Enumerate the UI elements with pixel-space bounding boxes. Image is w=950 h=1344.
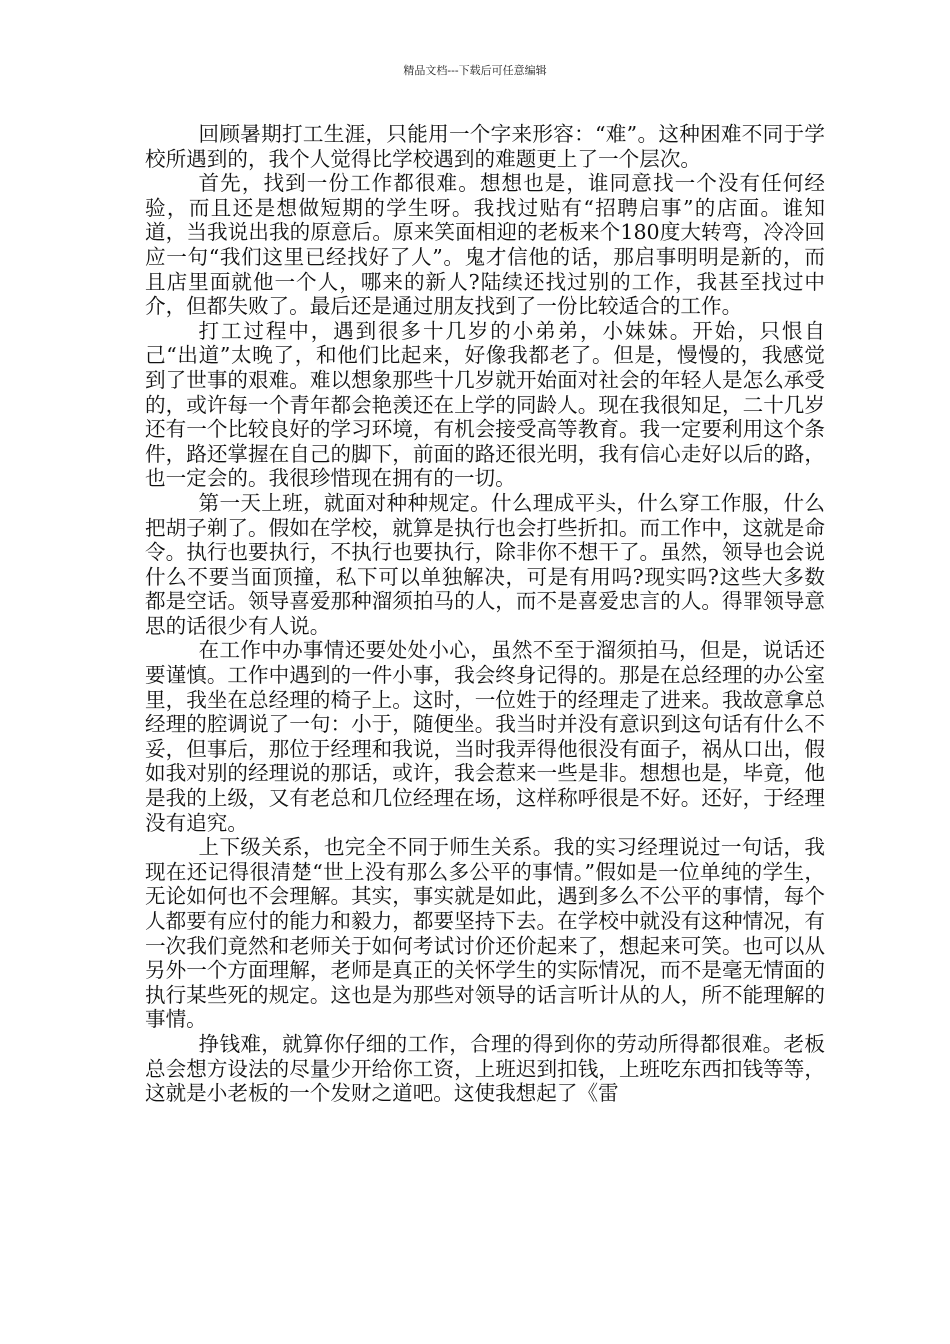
paragraph: 第一天上班，就面对种种规定。什么理成平头，什么穿工作服，什么把胡子剃了。假如在学校，就算是执行也会打些折扣。而工作中，这就是命令。执行也要执行，不执行也要执行，除非你不想干了。虽然，领导也会说什么不要当面顶撞，私下可以单独解决，可是有用吗?现实吗?这些大多数都是空话。领导喜爱那种溜须拍马的人，而不是喜爱忠言的人。得罪领导意思的话很少有人说。 [145,490,825,638]
paragraph: 上下级关系，也完全不同于师生关系。我的实习经理说过一句话，我现在还记得很清楚“世上没有那么多公平的事情。”假如是一位单纯的学生，无论如何也不会理解。其实，事实就是如此，遇到多么不公平的事情，每个人都要有应付的能力和毅力，都要坚持下去。在学校中就没有这种情况，有一次我们竟然和老师关于如何考试讨价还价起来了，想起来可笑。也可以从另外一个方面理解，老师是真正的关怀学生的实际情况，而不是毫无情面的执行某些死的规定。这也是为那些对领导的话言听计从的人，所不能理解的事情。 [145,835,825,1032]
paragraph: 在工作中办事情还要处处小心，虽然不至于溜须拍马，但是，说话还要谨慎。工作中遇到的一件小事，我会终身记得的。那是在总经理的办公室里，我坐在总经理的椅子上。这时，一位姓于的经理走了进来。我故意拿总经理的腔调说了一句：小于，随便坐。我当时并没有意识到这句话有什么不妥，但事后，那位于经理和我说，当时我弄得他很没有面子，祸从口出，假如我对别的经理说的那话，或许，我会惹来一些是非。想想也是，毕竟，他是我的上级，又有老总和几位经理在场，这样称呼很是不好。还好，于经理没有追究。 [145,638,825,835]
page-header: 精品文档---下载后可任意编辑 [403,64,547,77]
paragraph: 打工过程中，遇到很多十几岁的小弟弟，小妹妹。开始，只恨自己“出道”太晚了，和他们比起来，好像我都老了。但是，慢慢的，我感觉到了世事的艰难。难以想象那些十几岁就开始面对社会的年轻人是怎么承受的，或许每一个青年都会艳羡还在上学的同龄人。现在我很知足，二十几岁还有一个比较良好的学习环境，有机会接受高等教育。我一定要利用这个条件，路还掌握在自己的脚下，前面的路还很光明，我有信心走好以后的路，也一定会的。我很珍惜现在拥有的一切。 [145,318,825,491]
paragraph: 首先，找到一份工作都很难。想想也是，谁同意找一个没有任何经验，而且还是想做短期的学生呀。我找过贴有“招聘启事”的店面。谁知道，当我说出我的原意后。原来笑面相迎的老板来个180度大转弯，冷冷回应一句“我们这里已经找好了人”。鬼才信他的话，那启事明明是新的，而且店里面就他一个人，哪来的新人?陆续还找过别的工作，我甚至找过中介，但都失败了。最后还是通过朋友找到了一份比较适合的工作。 [145,171,825,319]
document-body [145,122,825,1106]
paragraph: 回顾暑期打工生涯，只能用一个字来形容：“难”。这种困难不同于学校所遇到的，我个人觉得比学校遇到的难题更上了一个层次。 [145,122,825,171]
paragraph: 挣钱难，就算你仔细的工作，合理的得到你的劳动所得都很难。老板总会想方设法的尽量少开给你工资，上班迟到扣钱，上班吃东西扣钱等等，这就是小老板的一个发财之道吧。这使我想起了《雷 [145,1031,825,1106]
